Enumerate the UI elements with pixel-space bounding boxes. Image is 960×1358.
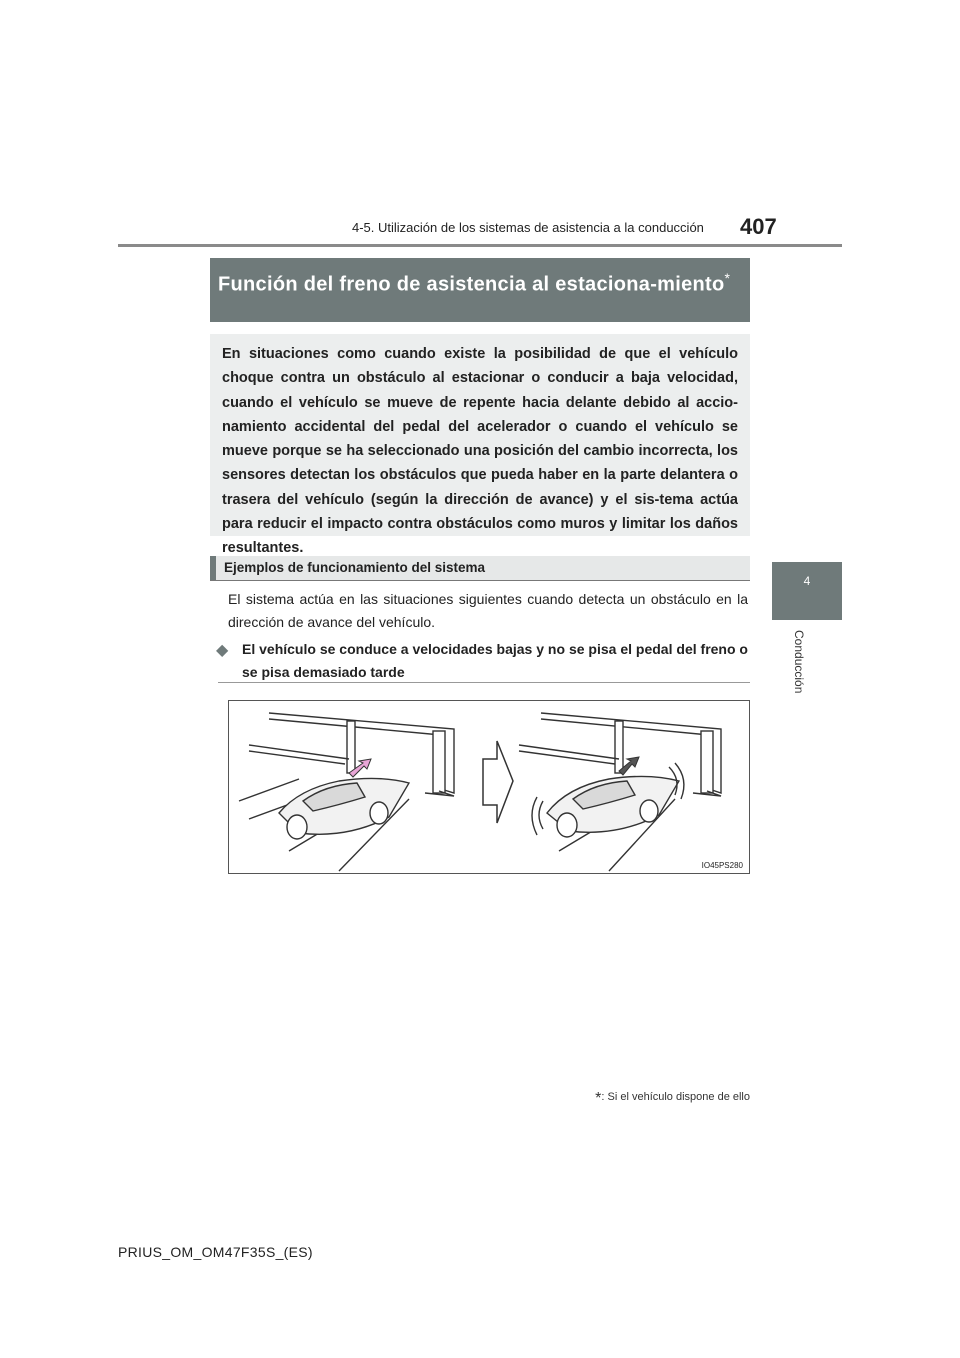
scene-after xyxy=(519,713,721,871)
section-title xyxy=(210,258,750,322)
chapter-tab-number: 4 xyxy=(803,574,811,588)
subheading: Ejemplos de funcionamiento del sistema xyxy=(210,556,750,580)
chapter-tab xyxy=(772,562,842,620)
footnote-text: : Si el vehículo dispone de ello xyxy=(601,1091,750,1103)
page-number: 407 xyxy=(740,214,777,239)
figure-code: IO45PS280 xyxy=(701,861,743,870)
footer-document-id: PRIUS_OM_OM47F35S_(ES) xyxy=(118,1244,313,1260)
body-paragraph: El sistema actúa en las situaciones siguientes cuando detecta un obstáculo en la dirección de avance del vehículo. xyxy=(228,591,748,630)
footnote xyxy=(595,1090,750,1108)
chapter-tab-label: Conducción xyxy=(792,630,806,694)
section-title-mark: * xyxy=(724,270,731,286)
header-section-title: 4-5. Utilización de los sistemas de asistencia a la conducción xyxy=(352,220,704,235)
bullet-text: El vehículo se conduce a velocidades bajas y no se pisa el pedal del freno o se pisa demasiado tarde xyxy=(242,641,748,680)
header-rule xyxy=(118,244,842,247)
parking-brake-illustration xyxy=(229,701,749,873)
subheading-rule xyxy=(210,580,750,581)
diamond-bullet-icon: ◆ xyxy=(216,642,229,659)
illustration-figure xyxy=(228,700,750,874)
bullet-rule xyxy=(218,682,750,683)
intro-text: En situaciones como cuando existe la posibilidad de que el vehículo choque contra un obstáculo al estacionar o conducir a baja velocidad, cuando el vehículo se mueve de repente hacia delante debido al accio-namiento accidental del pedal del acelerador o cuando el vehículo se mueve porque se ha seleccionado una posición del cambio incorrecta, los sensores detectan los obstáculos que pueda haber en la parte delantera o trasera del vehículo (según la dirección de avance) y el sis-tema actúa para reducir el impacto contra obstáculos como muros y limitar los daños resultantes. xyxy=(210,334,750,536)
scene-before xyxy=(239,713,454,871)
footnote-star: * xyxy=(595,1090,602,1107)
section-title-text: Función del freno de asistencia al estaciona-miento xyxy=(218,273,725,296)
transition-arrow-icon xyxy=(483,741,513,823)
